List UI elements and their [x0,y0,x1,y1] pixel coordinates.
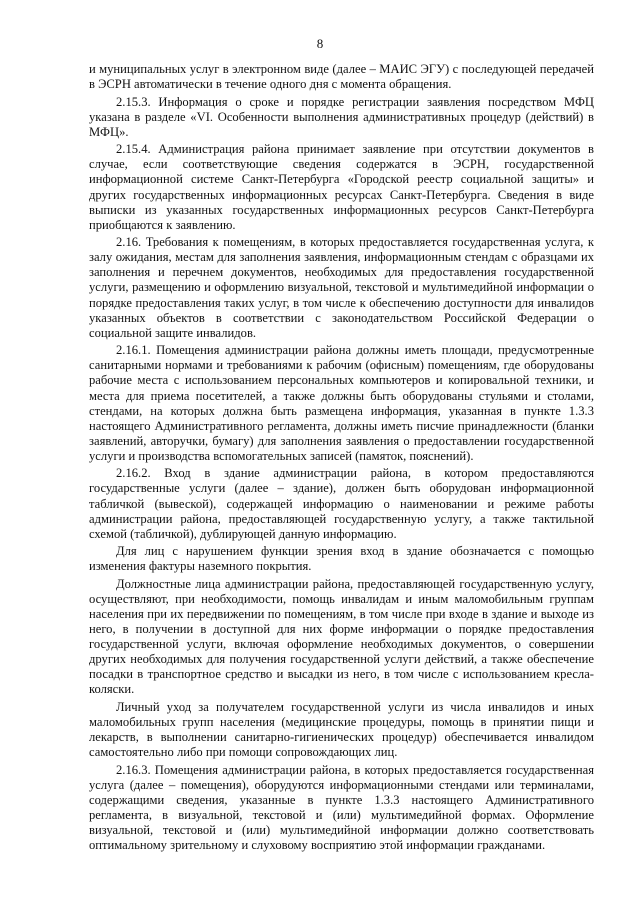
paragraph-2-15-3: 2.15.3. Информация о сроке и порядке регистрации заявления посредством МФЦ указана в разделе «VI. Особенности выполнения административных процедур (действий) в МФЦ». [89,94,594,139]
paragraph-2-16: 2.16. Требования к помещениям, в которых предоставляется государственная услуга, к залу ожидания, местам для заполнения заявления, информационным стендам с образцами их заполнения и перечнем документов, необходимых для предоставления государственной услуги, размещению и оформлению визуальной, текстовой и мультимедийной информации о порядке предоставления таких услуг, в том числе к обеспечению доступности для инвалидов указанных объектов в соответствии с законодательством Российской Федерации о социальной защите инвалидов. [89,235,594,340]
paragraph-2-16-1: 2.16.1. Помещения администрации района должны иметь площади, предусмотренные санитарными нормами и требованиями к рабочим (офисным) помещениям, где оборудованы рабочие места с использованием персональных компьютеров и копировальной техники, и места для приема посетителей, а также должны быть оборудованы стульями и столами, стендами, на которых должна быть размещена информация, указанная в пункте 1.3.3 настоящего Административного регламента, должны иметь писчие принадлежности (бланки заявлений, авторучки, бумагу) для заполнения заявления о предоставлении государственной услуги и производства вспомогательных записей (памяток, пояснений). [89,343,594,463]
paragraph-2-16-3: 2.16.3. Помещения администрации района, в которых предоставляется государственная услуга (далее – помещения), оборудуются информационными стендами или терминалами, содержащими сведения, указанные в пункте 1.3.3 настоящего Административного регламента, в визуальной, текстовой и (или) мультимедийной формах. Оформление визуальной, текстовой и (или) мультимедийной информации должно соответствовать оптимальному зрительному и слуховому восприятию этой информации гражданами. [89,762,594,853]
paragraph-2-16-2: 2.16.2. Вход в здание администрации района, в котором предоставляются государственные услуги (далее – здание), должен быть оборудован информационной табличкой (вывеской), содержащей информацию о наименовании и режиме работы администрации района, предоставляющей государственную услугу, а также тактильной схемой (табличкой), дублирующей данную информацию. [89,466,594,541]
page-number: 8 [316,36,324,51]
paragraph-officials-assistance: Должностные лица администрации района, предоставляющей государственную услугу, осуществляют, при необходимости, помощь инвалидам и иным маломобильным группам населения при их передвижении по помещениям, в том числе при входе в здание и выходе из него, в получении в доступной для них форме информации о порядке предоставления государственной услуги, включая оформление необходимых документов, о совершении других необходимых для получения государственной услуги действий, а также обеспечение посадки в транспортное средство и высадки из него, в том числе с использованием кресла-коляски. [89,576,594,697]
document-body [89,62,594,856]
paragraph-vision-impaired-entrance: Для лиц с нарушением функции зрения вход в здание обозначается с помощью изменения фактуры наземного покрытия. [89,544,594,574]
paragraph-2-15-4: 2.15.4. Администрация района принимает заявление при отсутствии документов в случае, если соответствующие сведения содержатся в ЭСРН, государственной информационной системе Санкт-Петербурга «Городской реестр социальной защиты» и других государственных информационных ресурсах Санкт-Петербурга. Сведения в виде выписки из указанных государственных информационных ресурсов Санкт-Петербурга приобщаются к заявлению. [89,142,594,232]
paragraph-personal-care: Личный уход за получателем государственной услуги из числа инвалидов и иных маломобильных групп населения (медицинские процедуры, помощь в принятии пищи и лекарств, в выполнении санитарно-гигиенических процедур) обеспечивается инвалидом самостоятельно либо при помощи сопровождающих лиц. [89,699,594,760]
paragraph-maiseгu-continuation: и муниципальных услуг в электронном виде (далее – МАИС ЭГУ) с последующей передачей в ЭСРН автоматически в течение одного дня с момента обращения. [89,62,594,92]
